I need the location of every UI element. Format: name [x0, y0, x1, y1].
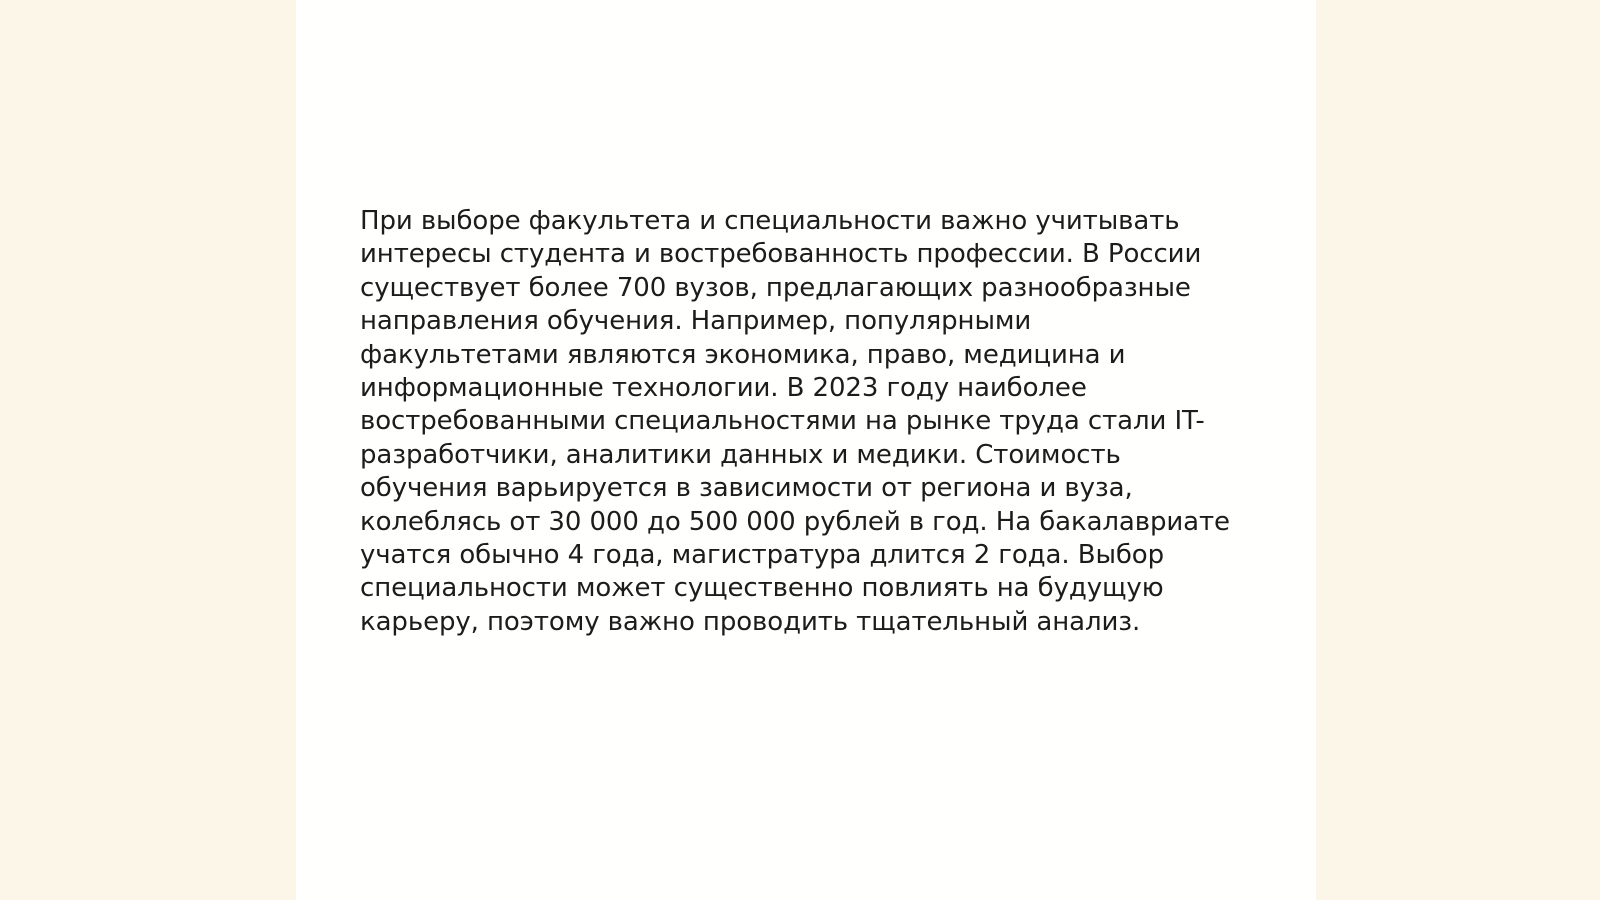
- paragraph-line: При выборе факультета и специальности важно учитывать: [360, 206, 1180, 236]
- paragraph-line: информационные технологии. В 2023 году наиболее: [360, 373, 1087, 404]
- document-page: [296, 0, 1316, 900]
- paragraph-line: обучения варьируется в зависимости от региона и вуза,: [360, 473, 1133, 504]
- paragraph-line: факультетами являются экономика, право, медицина и: [360, 339, 1126, 370]
- paragraph-line: направления обучения. Например, популярными: [360, 306, 1032, 337]
- right-margin-panel: [1304, 0, 1600, 900]
- paragraph-line: разработчики, аналитики данных и медики. Стоимость: [360, 439, 1121, 470]
- document-paragraph: [360, 205, 1240, 639]
- paragraph-line: учатся обычно 4 года, магистратура длится 2 года. Выбор: [360, 540, 1165, 571]
- paragraph-line: интересы студента и востребованность профессии. В России: [360, 239, 1202, 270]
- paragraph-line: колеблясь от 30 000 до 500 000 рублей в год. На бакалавриате: [360, 506, 1230, 537]
- left-margin-panel: [0, 0, 296, 900]
- paragraph-line: востребованными специальностями на рынке труда стали IT-: [360, 406, 1205, 437]
- paragraph-line: существует более 700 вузов, предлагающих разнообразные: [360, 272, 1191, 303]
- paragraph-line: карьеру, поэтому важно проводить тщательный анализ.: [360, 606, 1141, 637]
- paragraph-line: специальности может существенно повлиять на будущую: [360, 573, 1164, 604]
